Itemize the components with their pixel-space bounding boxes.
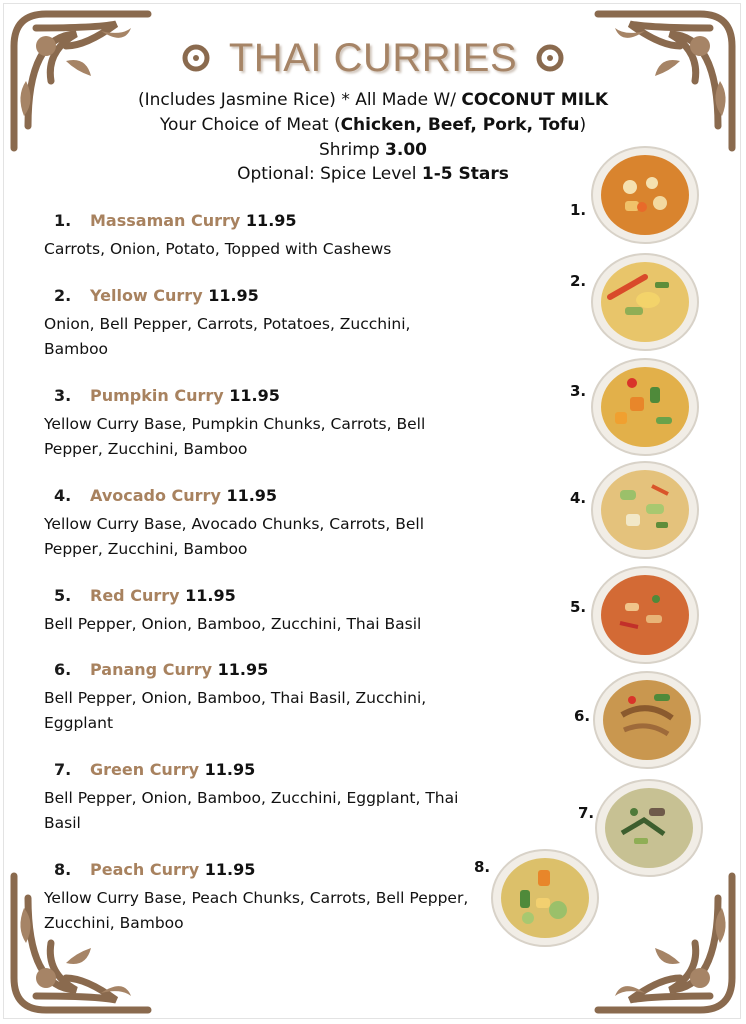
item-number: 1.	[54, 211, 72, 230]
photo-label: 2.	[570, 272, 587, 290]
menu-item	[44, 486, 474, 562]
menu-item	[44, 386, 474, 462]
intro-line2-suffix: )	[579, 115, 587, 135]
item-name: Massaman Curry	[90, 211, 241, 230]
item-name: Yellow Curry	[90, 286, 203, 305]
item-description: Yellow Curry Base, Pumpkin Chunks, Carrots, Bell Pepper, Zucchini, Bamboo	[44, 415, 426, 458]
photo-label: 8.	[474, 858, 491, 876]
ring-ornament-icon	[535, 43, 565, 73]
menu-item	[44, 586, 474, 637]
item-name-line	[90, 211, 297, 230]
menu-item	[44, 760, 474, 836]
item-price: 11.95	[204, 760, 256, 779]
intro-line2-bold: Chicken, Beef, Pork, Tofu	[340, 115, 580, 135]
item-number: 3.	[54, 386, 72, 405]
item-number: 8.	[54, 860, 72, 879]
pumpkin-curry-photo	[590, 357, 700, 457]
menu-item	[44, 286, 474, 362]
item-number: 4.	[54, 486, 72, 505]
title-row	[0, 32, 746, 84]
intro-line2-text: Your Choice of Meat (	[159, 115, 341, 135]
panang-curry-photo	[592, 670, 702, 770]
ring-ornament-icon	[181, 43, 211, 73]
item-price: 11.95	[208, 286, 259, 305]
photo-label: 4.	[570, 489, 587, 507]
intro-line4-text: Optional: Spice Level	[237, 164, 422, 184]
intro-line3-text: Shrimp	[319, 140, 386, 160]
item-price: 11.95	[204, 860, 256, 879]
item-name-line	[90, 386, 280, 405]
item-description: Yellow Curry Base, Avocado Chunks, Carrots, Bell Pepper, Zucchini, Bamboo	[44, 515, 425, 558]
intro-line4-bold: 1-5 Stars	[421, 164, 509, 184]
item-description: Onion, Bell Pepper, Carrots, Potatoes, Zucchini, Bamboo	[44, 315, 411, 358]
item-name-line	[90, 760, 255, 779]
yellow-curry-photo	[590, 252, 700, 352]
item-number: 2.	[54, 286, 72, 305]
intro-line1-bold: COCONUT MILK	[461, 90, 609, 110]
item-name: Pumpkin Curry	[90, 386, 224, 405]
massaman-curry-photo	[590, 145, 700, 245]
item-number: 6.	[54, 660, 72, 679]
item-price: 11.95	[229, 386, 280, 405]
photo-label: 6.	[574, 707, 591, 725]
item-price: 11.95	[226, 486, 278, 505]
item-number: 5.	[54, 586, 72, 605]
item-name: Green Curry	[90, 760, 200, 779]
intro-line1-text: (Includes Jasmine Rice) * All Made W/	[137, 90, 462, 110]
menu-item	[44, 211, 474, 262]
avocado-curry-photo	[590, 460, 700, 560]
item-name-line	[90, 486, 277, 505]
item-name-line	[90, 660, 268, 679]
intro-line-rice	[0, 90, 746, 110]
item-name-line	[90, 860, 255, 879]
item-price: 11.95	[185, 586, 236, 605]
photo-label: 7.	[578, 804, 595, 822]
menu-title: THAI CURRIES	[228, 35, 518, 80]
item-number: 7.	[54, 760, 72, 779]
green-curry-photo	[594, 778, 704, 878]
menu-item	[44, 860, 474, 936]
item-price: 11.95	[217, 660, 269, 679]
item-description: Yellow Curry Base, Peach Chunks, Carrots, Bell Pepper, Zucchini, Bamboo	[44, 889, 469, 932]
intro-line3-bold: 3.00	[385, 140, 427, 160]
item-description: Carrots, Onion, Potato, Topped with Cashews	[44, 240, 392, 258]
red-curry-photo	[590, 565, 700, 665]
intro-line-meat	[0, 115, 746, 135]
item-description: Bell Pepper, Onion, Bamboo, Zucchini, Eggplant, Thai Basil	[44, 789, 459, 832]
item-name: Peach Curry	[90, 860, 200, 879]
item-price: 11.95	[245, 211, 297, 230]
item-name-line	[90, 286, 259, 305]
photo-label: 5.	[570, 598, 587, 616]
item-description: Bell Pepper, Onion, Bamboo, Thai Basil, Zucchini, Eggplant	[44, 689, 427, 732]
item-name-line	[90, 586, 236, 605]
item-name: Panang Curry	[90, 660, 213, 679]
item-description: Bell Pepper, Onion, Bamboo, Zucchini, Thai Basil	[44, 615, 422, 633]
item-name: Avocado Curry	[90, 486, 221, 505]
peach-curry-photo	[490, 848, 600, 948]
item-name: Red Curry	[90, 586, 180, 605]
photo-label: 1.	[570, 201, 587, 219]
menu-item	[44, 660, 474, 736]
photo-label: 3.	[570, 382, 587, 400]
corner-ornament-bottom-right	[590, 868, 740, 1018]
